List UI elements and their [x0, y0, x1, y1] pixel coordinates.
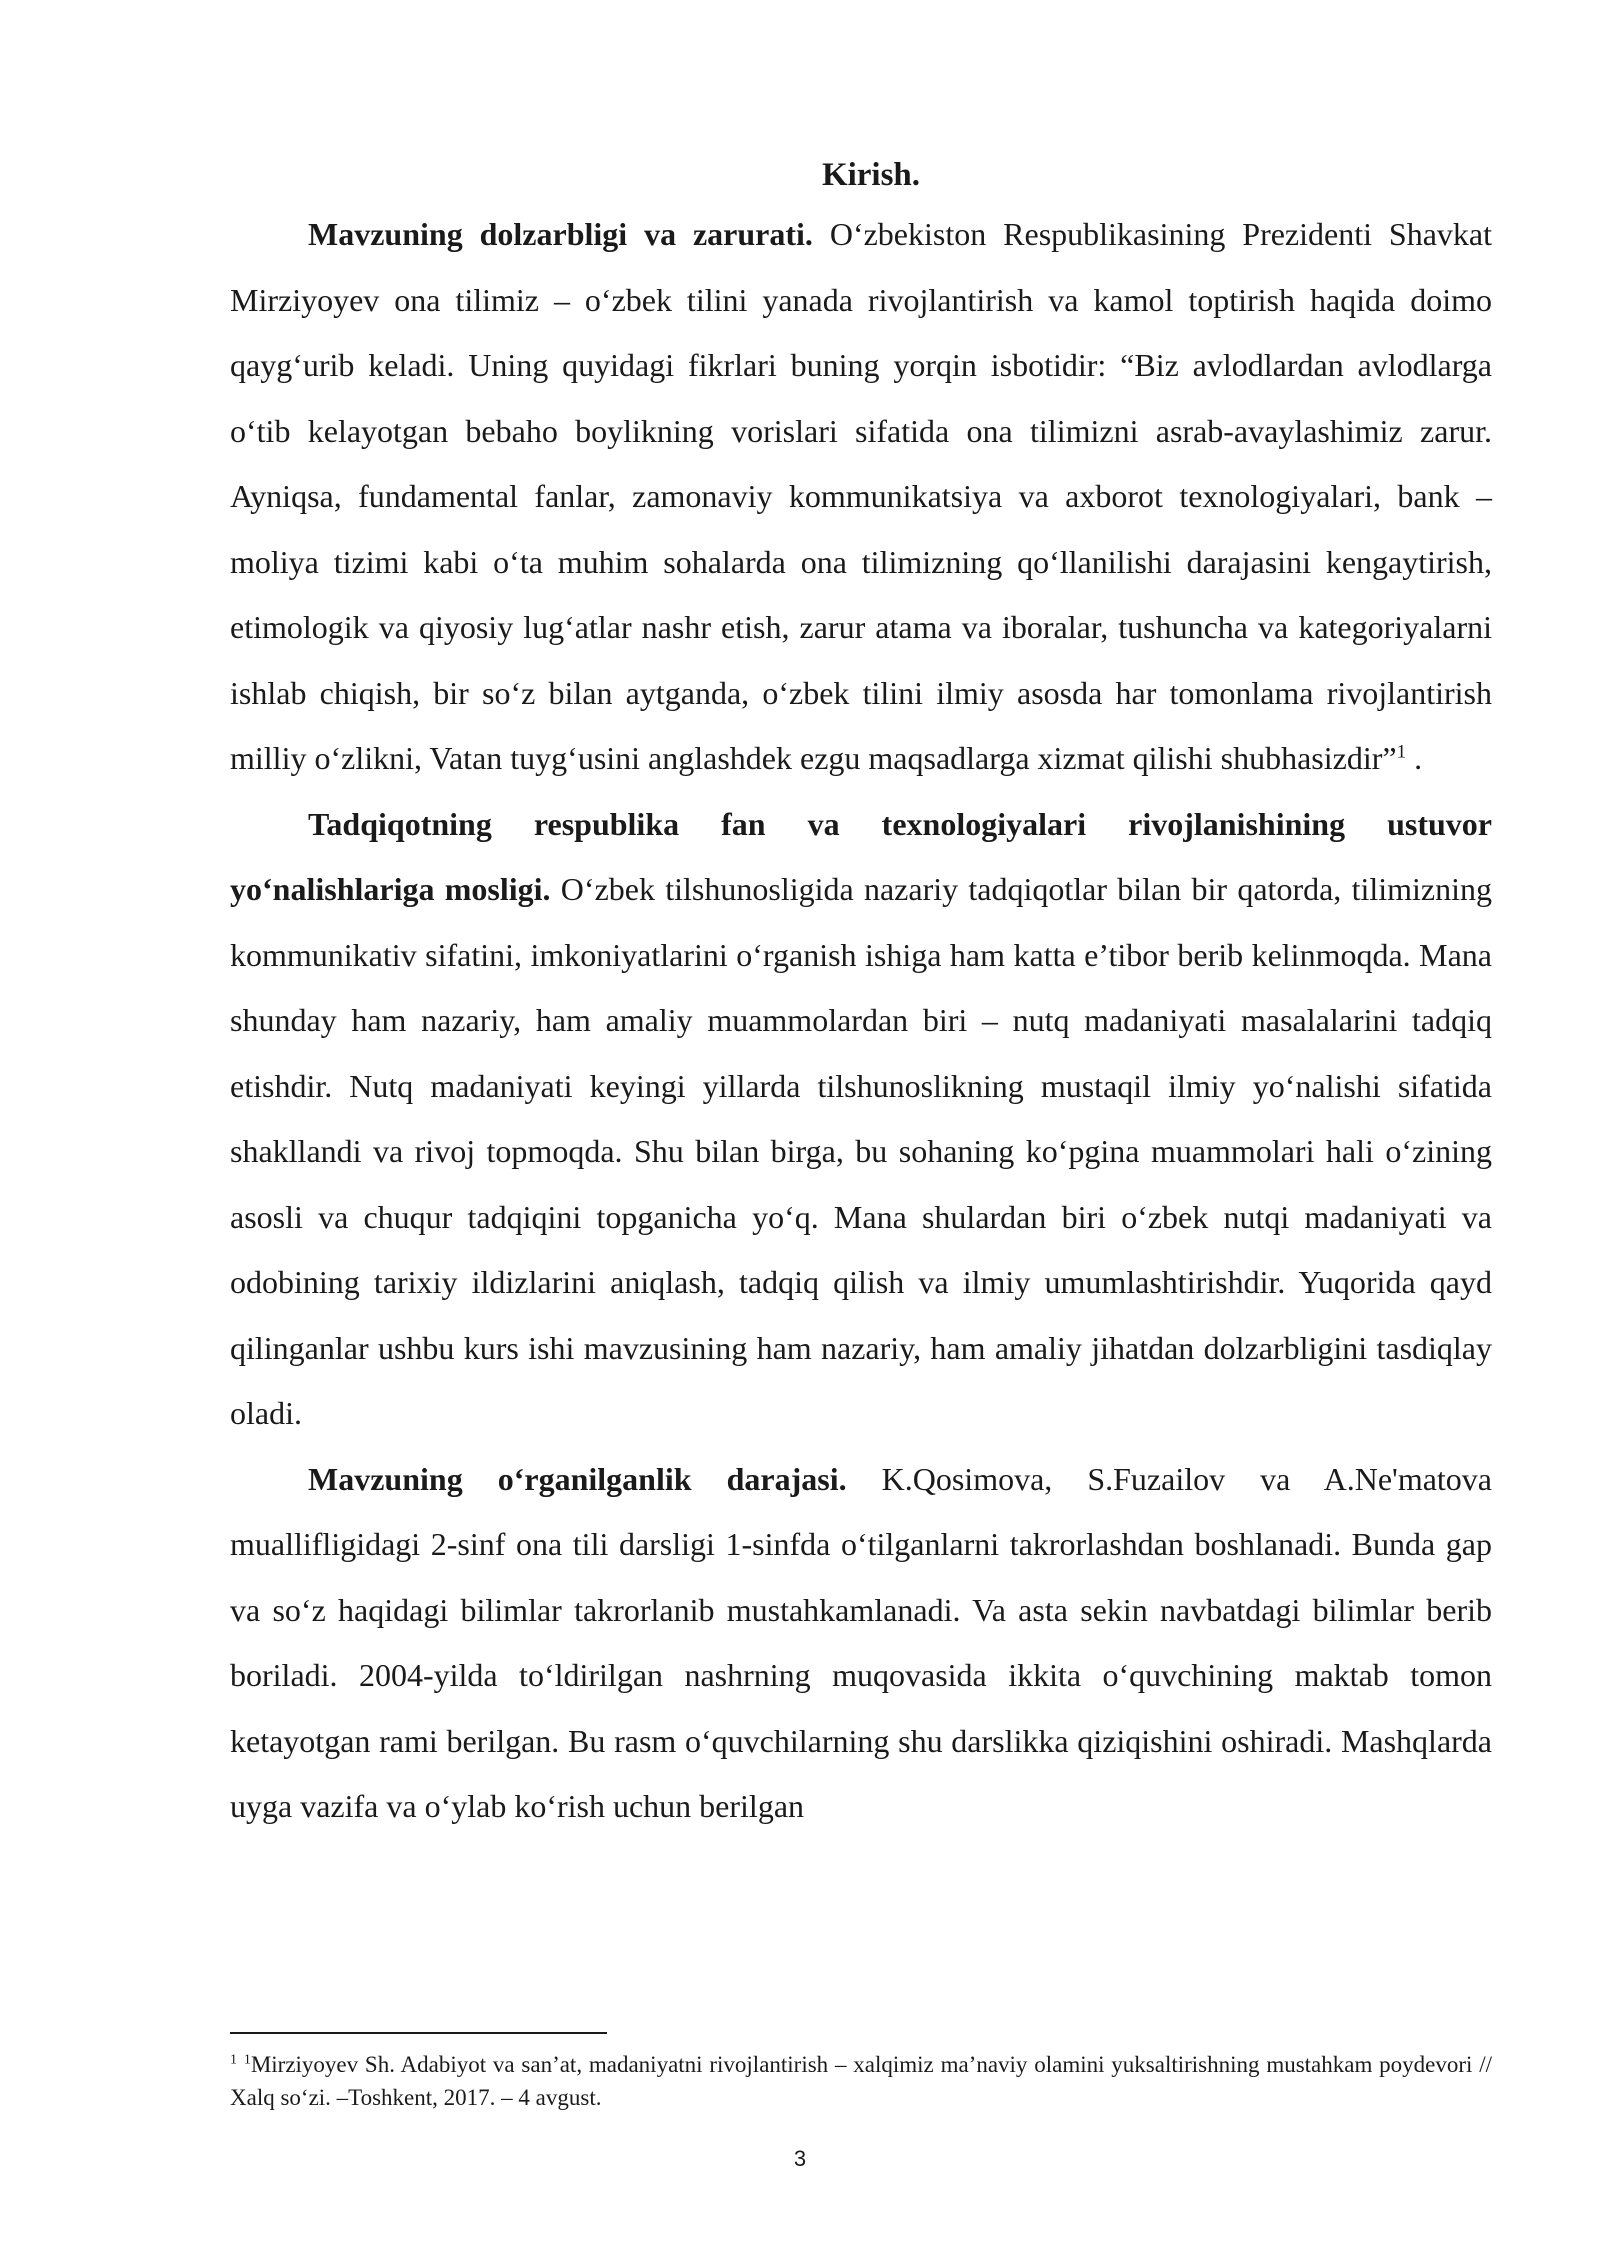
footnote-1: [230, 2048, 1492, 2114]
paragraph-relevance: [230, 202, 1492, 792]
page-title: Kirish.: [821, 157, 921, 193]
footnote-area: [230, 2032, 1492, 2114]
footnote-reference[interactable]: 1: [1396, 741, 1407, 763]
paragraph-priority-directions: [230, 792, 1492, 1447]
paragraph-lead: Mavzuning o‘rganilganlik darajasi.: [308, 1460, 847, 1497]
paragraph-lead: Tadqiqotning respublika fan va texnologiyalari rivojlanishining ustuvor yo‘nalishlariga mosligi.: [230, 805, 1492, 907]
paragraph-text: O‘zbek tilshunosligida nazariy tadqiqotlar bilan bir qatorda, tilimizning kommunikativ sifatini, imkoniyatlarini o‘rganish ishiga ham katta e’tibor berib kelinmoqda. Mana shunday ham nazariy, ham amaliy muammolardan biri – nutq madaniyati masalalarini tadqiq etishdir. Nutq madaniyati keyingi yillarda tilshunoslikning mustaqil ilmiy yo‘nalishi sifatida shakllandi va rivoj topmoqda. Shu bilan birga, bu sohaning ko‘pgina muammolari hali o‘zining asosli va chuqur tadqiqini topganicha yo‘q. Mana shulardan biri o‘zbek nutqi madaniyati va odobining tarixiy ildizlarini aniqlash, tadqiq qilish va ilmiy umumlashtirishdir. Yuqorida qayd qilinganlar ushbu kurs ishi mavzusining ham nazariy, ham amaliy jihatdan dolzarbligini tasdiqlay oladi.: [230, 871, 1493, 1431]
paragraph-study-level: [230, 1447, 1492, 1840]
paragraph-text: O‘zbekiston Respublikasining Prezidenti Shavkat Mirziyoyev ona tilimiz – o‘zbek tilini yanada rivojlantirish va kamol toptirish haqida doimo qayg‘urib keladi. Uning quyidagi fikrlari buning yorqin isbotidir: “Biz avlodlardan avlodlarga o‘tib kelayotgan bebaho boylikning vorislari sifatida ona tilimizni asrab-avaylashimiz zarur. Ayniqsa, fundamental fanlar, zamonaviy kommunikatsiya va axborot texnologiyalari, bank – moliya tizimi kabi o‘ta muhim sohalarda ona tilimizning qo‘llanilishi darajasini kengaytirish, etimologik va qiyosiy lug‘atlar nashr etish, zarur atama va iboralar, tushuncha va kategoriyalarni ishlab chiqish, bir so‘z bilan aytganda, o‘zbek tilini ilmiy asosda har tomonlama rivojlantirish milliy o‘zlikni, Vatan tuyg‘usini anglashdek ezgu maqsadlarga xizmat qilishi shubhasizdir”: [230, 216, 1492, 776]
footnote-inner-mark: 1: [243, 2052, 251, 2068]
paragraph-text: K.Qosimova, S.Fuzailov va A.Ne'matova muallifligidagi 2-sinf ona tili darsligi 1-sinfda o‘tilganlarni takrorlashdan boshlanadi. Bunda gap va so‘z haqidagi bilimlar takrorlanib mustahkamlanadi. Va asta sekin navbatdagi bilimlar berib boriladi. 2004-yilda to‘ldirilgan nashrning muqovasida ikkita o‘quvchining maktab tomon ketayotgan rami berilgan. Bu rasm o‘quvchilarning shu darslikka qiziqishini oshiradi. Mashqlarda uyga vazifa va o‘ylab ko‘rish uchun berilgan: [230, 1460, 1493, 1824]
paragraph-tail: .: [1406, 740, 1423, 776]
document-body: [230, 148, 1492, 1840]
page-number: 3: [793, 2146, 807, 2171]
paragraph-lead: Mavzuning dolzarbligi va zarurati.: [308, 216, 813, 252]
footnote-text: Mirziyoyev Sh. Adabiyot va san’at, madaniyatni rivojlantirish – xalqimiz ma’naviy olamini yuksaltirishning mustahkam poydevori // Xalq so‘zi. –Toshkent, 2017. – 4 avgust.: [230, 2052, 1492, 2110]
footnote-number: 1: [230, 2052, 237, 2068]
footnote-separator: [230, 2032, 607, 2034]
